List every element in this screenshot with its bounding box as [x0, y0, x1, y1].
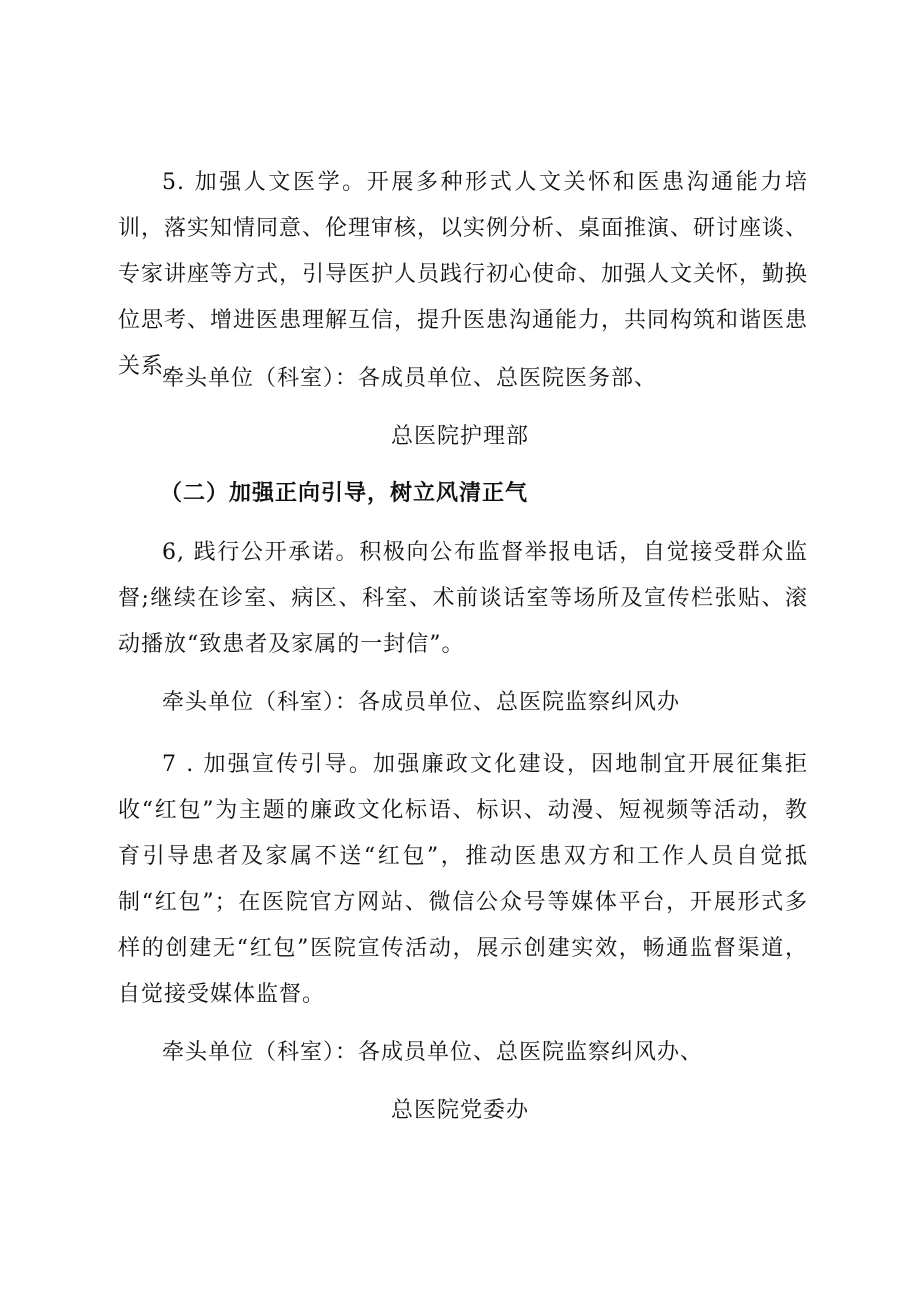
section-2-heading: （二）加强正向引导，树立风清正气 [160, 481, 529, 506]
item-6-lead-unit: 牵头单位（科室）：各成员单位、总医院监察纠风办 [162, 690, 681, 715]
item-7-lead-unit: 牵头单位（科室）：各成员单位、总医院监察纠风办、 [162, 1040, 704, 1065]
item-7-paragraph: 7 . 加强宣传引导。加强廉政文化建设，因地制宜开展征集拒收“红包”为主题的廉政文化标语、标识、动漫、短视频等活动，教育引导患者及家属不送“红包”，推动医患双方和工作人员自觉抵制“红包”；在医院官方网站、微信公众号等媒体平台，开展形式多样的创建无“红包”医院宣传活动，展示创建实效，畅通监督渠道，自觉接受媒体监督。 [118, 752, 808, 1007]
item-6-paragraph: 6, 践行公开承诺。积极向公布监督举报电话，自觉接受群众监督;继续在诊室、病区、科室、术前谈话室等场所及宣传栏张贴、滚动播放“致患者及家属的一封信”。 [118, 540, 808, 657]
item-7-lead-unit-continued: 总医院党委办 [390, 1098, 529, 1123]
item-5-lead-unit-continued: 总医院护理部 [390, 424, 529, 449]
item-5-paragraph: 5. 加强人文医学。开展多种形式人文关怀和医患沟通能力培训，落实知情同意、伦理审核，以实例分析、桌面推演、研讨座谈、专家讲座等方式，引导医护人员践行初心使命、加强人文关怀，勤换位思考、增进医患理解互信，提升医患沟通能力，共同构筑和谐医患关系。 [118, 170, 809, 379]
item-5-lead-unit: 牵头单位（科室）：各成员单位、总医院医务部、 [162, 366, 658, 391]
